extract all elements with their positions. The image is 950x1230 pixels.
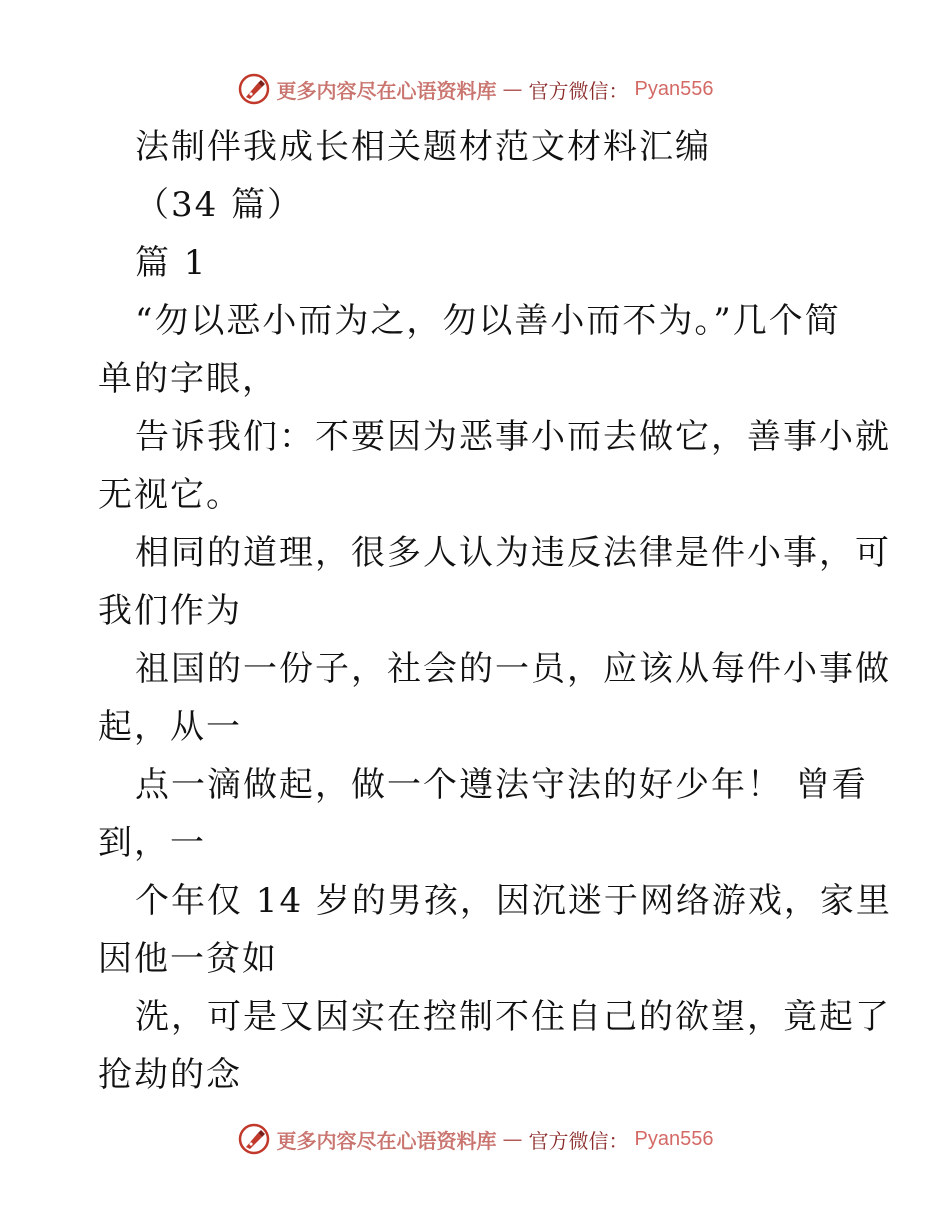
footer-watermark <box>0 1122 950 1156</box>
watermark-dash: — <box>502 77 523 101</box>
text-line: 无视它。 <box>98 475 242 515</box>
watermark-dash: — <box>502 1127 523 1151</box>
text-line: 抢劫的念 <box>98 1055 242 1095</box>
document-title: 法制伴我成长相关题材范文材料汇编 <box>135 127 711 167</box>
text-line: 我们作为 <box>98 591 242 631</box>
text-line: 洗，可是又因实在控制不住自己的欲望，竟起了 <box>135 997 891 1037</box>
text-line: 点一滴做起，做一个遵法守法的好少年！ 曾看 <box>135 765 868 805</box>
watermark-brand: 更多内容尽在心语资料库 <box>276 78 497 103</box>
document-count: （34 篇） <box>135 185 304 225</box>
watermark-wechat-label: 官方微信： <box>528 78 629 103</box>
watermark-wechat-id: Pyan556 <box>634 77 714 100</box>
header-watermark <box>0 72 950 106</box>
text-line: 起，从一 <box>98 707 242 747</box>
text-line: 到，一 <box>98 823 206 863</box>
text-line: “勿以恶小而为之，勿以善小而不为。”几个简 <box>135 301 841 341</box>
text-line: 告诉我们：不要因为恶事小而去做它，善事小就 <box>135 417 891 457</box>
watermark-wechat-id: Pyan556 <box>634 1127 714 1150</box>
document-body <box>98 118 892 1104</box>
text-line: 祖国的一份子，社会的一员，应该从每件小事做 <box>135 649 891 689</box>
watermark-brand: 更多内容尽在心语资料库 <box>276 1128 497 1153</box>
text-line: 因他一贫如 <box>98 939 278 979</box>
pen-nib-circle-icon <box>237 1122 271 1156</box>
watermark-wechat-label: 官方微信： <box>528 1128 629 1153</box>
text-line: 相同的道理，很多人认为违反法律是件小事，可 <box>135 533 891 573</box>
pen-nib-circle-icon <box>237 72 271 106</box>
text-line: 个年仅 14 岁的男孩，因沉迷于网络游戏，家里 <box>135 881 892 921</box>
section-heading: 篇 1 <box>135 243 208 283</box>
text-line: 单的字眼， <box>98 359 278 399</box>
